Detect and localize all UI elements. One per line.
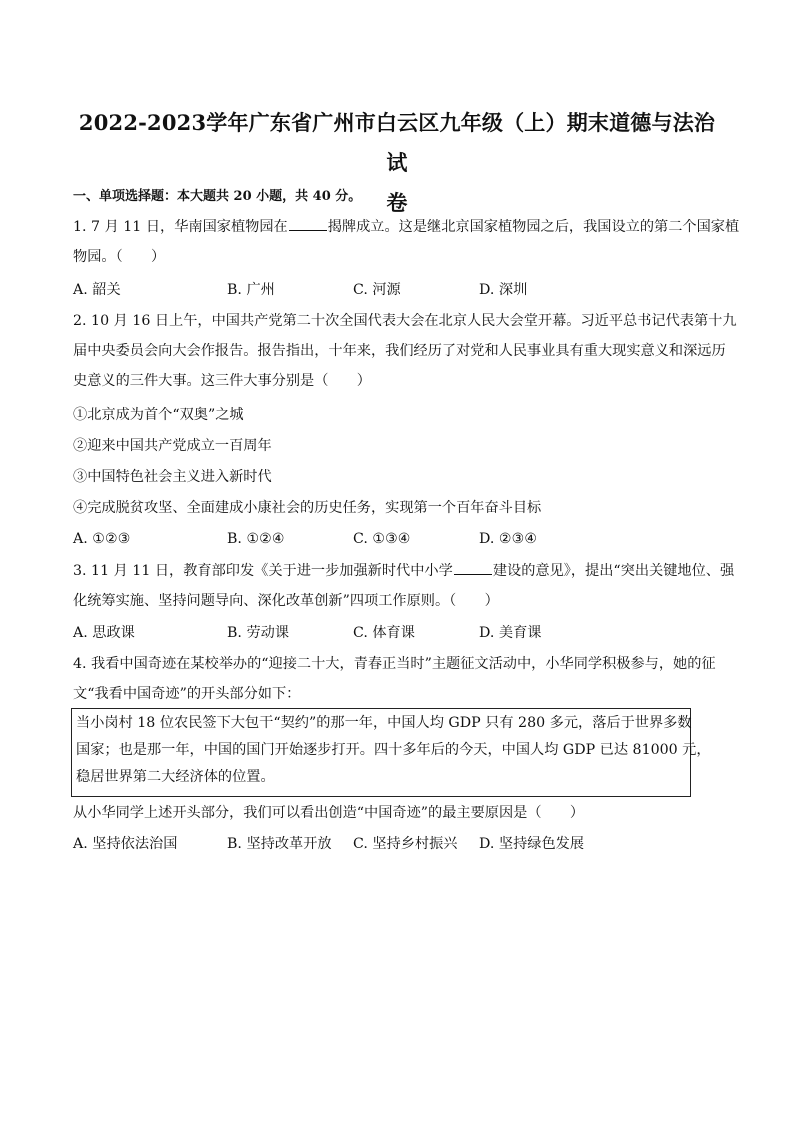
q1-option-a[interactable]: A. 韶关 <box>73 282 121 298</box>
q4-option-c[interactable]: C. 坚持乡村振兴 <box>353 836 458 852</box>
q1-option-c[interactable]: C. 河源 <box>353 282 401 298</box>
answer-blank <box>454 560 492 575</box>
q2-item-2: ②迎来中国共产党成立一百周年 <box>73 438 272 454</box>
q4-option-d[interactable]: D. 坚持绿色发展 <box>479 836 585 852</box>
q4-line-2: 文“我看中国奇迹”的开头部分如下： <box>73 686 301 702</box>
q2-line-1: 2. 10 月 16 日上午，中国共产党第二十次全国代表大会在北京人民大会堂开幕。习近平总书记代表第十九 <box>73 313 737 329</box>
q3-option-c[interactable]: C. 体育课 <box>353 625 415 641</box>
q3-option-b[interactable]: B. 劳动课 <box>227 625 290 641</box>
q2-option-a[interactable]: A. ①②③ <box>73 531 131 547</box>
q3-line-2: 化统筹实施、坚持问题导向、深化改革创新”四项工作原则。（ ） <box>73 593 499 609</box>
q1-line-1: 1. 7 月 11 日，华南国家植物园在 揭牌成立。这是继北京国家植物园之后，我国设立的第二个国家植 <box>73 216 723 238</box>
q2-item-4: ④完成脱贫攻坚、全面建成小康社会的历史任务，实现第一个百年奋斗目标 <box>73 500 542 516</box>
q2-option-b[interactable]: B. ①②④ <box>227 531 285 547</box>
title-line-1: 2022-2023学年广东省广州市白云区九年级（上）期末道德与法治试 <box>78 110 716 175</box>
q2-option-d[interactable]: D. ②③④ <box>479 531 538 547</box>
q4-line-1: 4. 我看中国奇迹在某校举办的“迎接二十大，青春正当时”主题征文活动中，小华同学积极参与，她的征 <box>73 656 716 672</box>
quote-line-1: 当小岗村 18 位农民签下大包干“契约”的那一年，中国人均 GDP 只有 280 多元，落后于世界多数 <box>76 715 692 731</box>
quote-box <box>71 708 711 797</box>
q2-item-3: ③中国特色社会主义进入新时代 <box>73 469 272 485</box>
answer-blank <box>289 216 327 231</box>
title-line-2: 卷 <box>386 190 408 215</box>
q2-item-1: ①北京成为首个“双奥”之城 <box>73 407 244 423</box>
quote-line-2: 国家；也是那一年，中国的国门开始逐步打开。四十多年后的今天，中国人均 GDP 已达 81000 元， <box>76 742 711 758</box>
q2-option-c[interactable]: C. ①③④ <box>353 531 411 547</box>
q4-option-a[interactable]: A. 坚持依法治国 <box>73 836 178 852</box>
section-header: 一、单项选择题：本大题共 20 小题，共 40 分。 <box>73 189 362 204</box>
q1-line-2: 物园。（ ） <box>73 249 166 265</box>
q3-line-1: 3. 11 月 11 日，教育部印发《关于进一步加强新时代中小学 建设的意见》，提出“突出关键地位、强 <box>73 560 723 582</box>
q4-option-b[interactable]: B. 坚持改革开放 <box>227 836 332 852</box>
q3-option-d[interactable]: D. 美育课 <box>479 625 542 641</box>
q1-option-b[interactable]: B. 广州 <box>227 282 275 298</box>
q2-line-3: 史意义的三件大事。这三件大事分别是（ ） <box>73 373 371 389</box>
q4-prompt: 从小华同学上述开头部分，我们可以看出创造“中国奇迹”的最主要原因是（ ） <box>73 805 585 821</box>
quote-line-3: 稳居世界第二大经济体的位置。 <box>76 769 275 785</box>
q2-line-2: 届中央委员会向大会作报告。报告指出，十年来，我们经历了对党和人民事业具有重大现实意义和深远历 <box>73 343 726 359</box>
q3-option-a[interactable]: A. 思政课 <box>73 625 135 641</box>
q1-option-d[interactable]: D. 深圳 <box>479 282 528 298</box>
